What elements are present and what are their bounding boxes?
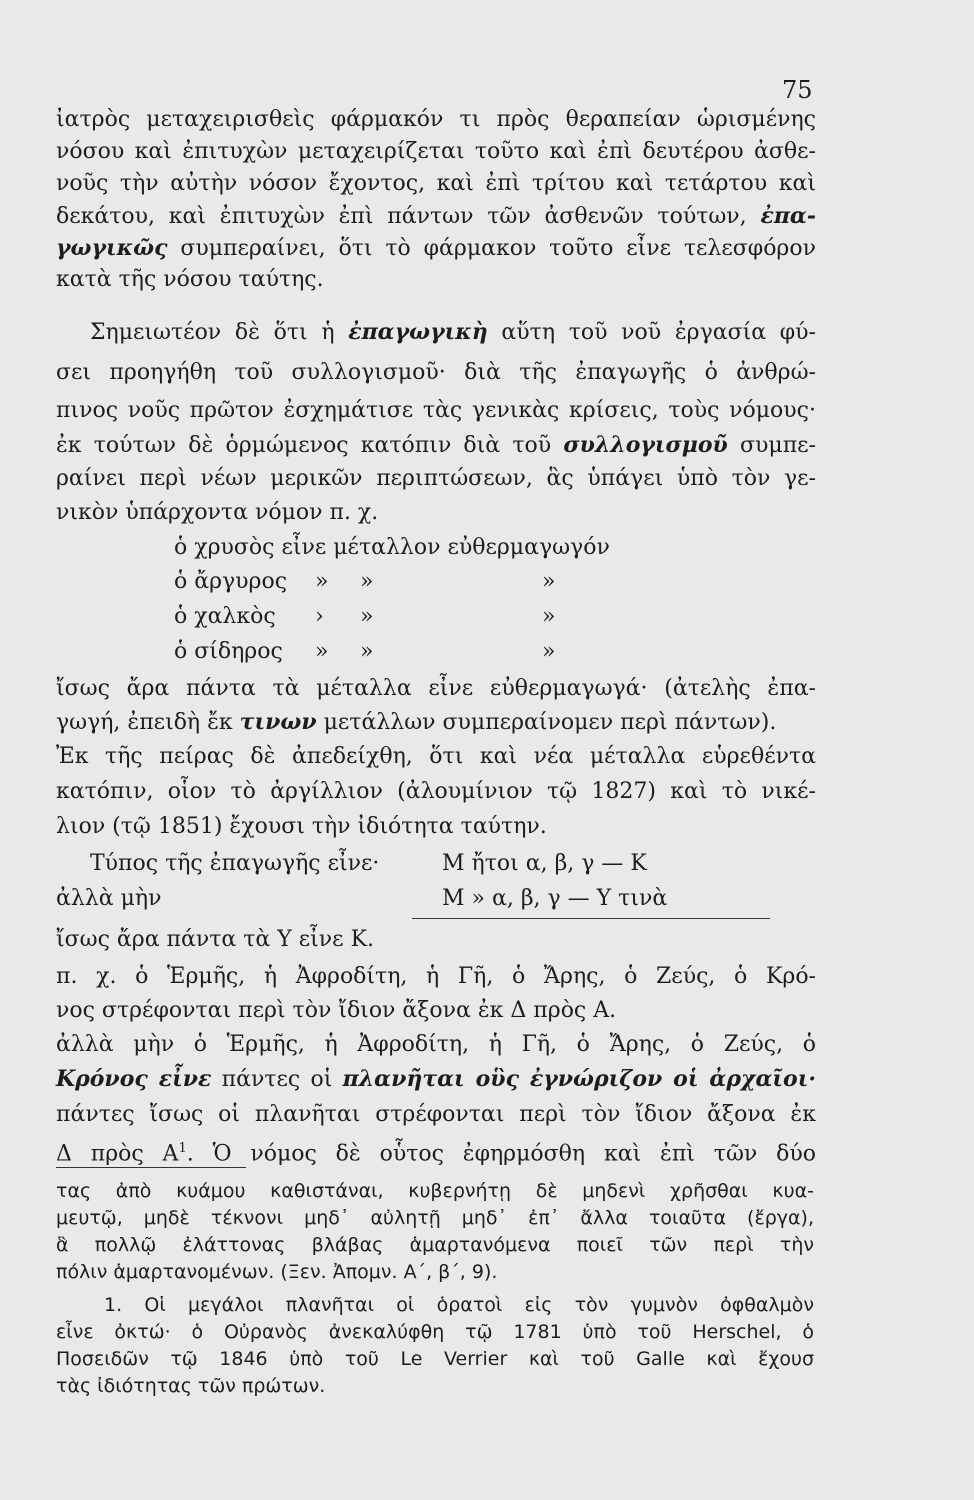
footnote-line: τας ἀπὸ κυάμου καθιστάναι, κυβερνήτῃ δὲ μηδενὶ χρῆσθαι κυα- [56, 1180, 814, 1202]
ditto-mark: » [315, 639, 329, 664]
emphasis-term: Κρόνος εἶνε [56, 1066, 212, 1092]
emphasis-term: ἐπα- [760, 203, 816, 229]
text-span: Δ πρὸς Α [56, 1141, 179, 1167]
text-line [56, 1134, 816, 1169]
text-line: κατόπιν, οἷον τὸ ἀργίλλιον (ἀλουμίνιον τῷ 1827) καὶ τὸ νικέ- [56, 779, 816, 804]
emphasis-term: ἐπαγωγικὴ [348, 319, 488, 345]
text-line [56, 233, 816, 264]
text-line: πινος νοῦς πρῶτον ἐσχημάτισε τὰς γενικὰς κρίσεις, τοὺς νόμους· [56, 398, 816, 423]
example-subject: ὁ χαλκὸς [174, 604, 276, 629]
footnote-line: μευτῷ, μηδὲ τέκνονι μηδ᾽ αὐλητῇ μηδ᾽ ἐπ᾽ ἄλλα τοιαῦτα (ἔργα), [56, 1207, 814, 1229]
text-span: Σημειωτέον δὲ ὅτι ἡ [90, 320, 349, 345]
ditto-mark: » [315, 569, 329, 594]
ditto-mark: » [542, 604, 556, 629]
text-line: νόσου καὶ ἐπιτυχὼν μεταχειρίζεται τοῦτο καὶ ἐπὶ δευτέρου ἀσθε- [56, 139, 816, 164]
footnote-line: εἶνε ὀκτώ· ὁ Οὐρανὸς ἀνεκαλύφθη τῷ 1781 ὑπὸ τοῦ Herschel, ὁ [56, 1321, 814, 1343]
emphasis-term: συλλογισμοῦ [563, 432, 728, 458]
text-span: δεκάτου, καὶ ἐπιτυχὼν ἐπὶ πάντων τῶν ἀσθενῶν τούτων, [56, 204, 747, 229]
text-line: ἴσως ἄρα πάντα τὰ μέταλλα εἶνε εὐθερμαγωγά· (ἀτελὴς ἐπα- [56, 676, 816, 701]
text-line: σει προηγήθη τοῦ συλλογισμοῦ· διὰ τῆς ἐπαγωγῆς ὁ ἀνθρώ- [56, 360, 816, 385]
text-line: λιον (τῷ 1851) ἔχουσι τὴν ἰδιότητα ταύτην. [56, 814, 547, 839]
text-span: ἐκ τούτων δὲ ὁρμώμενος κατόπιν διὰ τοῦ [56, 433, 564, 458]
footnote-separator [56, 1167, 246, 1168]
scheme-premise: Μ » α, β, γ — Υ τινὰ [442, 886, 668, 911]
ditto-mark: » [360, 604, 374, 629]
ditto-mark: » [542, 569, 556, 594]
text-line: Ἐκ τῆς πείρας δὲ ἀπεδείχθη, ὅτι καὶ νέα μέταλλα εὑρεθέντα [56, 744, 816, 769]
footnote-marker: 1 [178, 1141, 187, 1156]
text-line: ἀλλὰ μὴν ὁ Ἑρμῆς, ἡ Ἀφροδίτη, ἡ Γῆ, ὁ Ἄρης, ὁ Ζεύς, ὁ [56, 1032, 816, 1057]
page-number: 75 [782, 76, 813, 104]
footnote-line: ἃ πολλῷ ἐλάττονας βλάβας ἁμαρτανόμενα ποιεῖ τῶν περὶ τὴν [56, 1234, 814, 1256]
text-span: μετάλλων συμπεραίνομεν περὶ πάντων). [316, 710, 777, 735]
text-line: νοῦς τὴν αὐτὴν νόσον ἔχοντος, καὶ ἐπὶ τρίτου καὶ τετάρτου καὶ [56, 171, 816, 196]
scheme-premise-label: Τύπος τῆς ἐπαγωγῆς εἶνε· [90, 851, 380, 876]
footnote-line: τὰς ἰδιότητας τῶν πρώτων. [56, 1375, 326, 1397]
text-span: . Ὁ νόμος δὲ οὗτος ἐφηρμόσθη καὶ ἐπὶ τῶν δύο [186, 1141, 816, 1167]
footnote-line: 1. Οἱ μεγάλοι πλανῆται οἱ ὁρατοὶ εἰς τὸν γυμνὸν ὀφθαλμὸν [104, 1294, 814, 1316]
text-line [56, 201, 816, 232]
text-span: αὕτη τοῦ νοῦ ἐργασία φύ- [487, 320, 816, 345]
text-line: π. χ. ὁ Ἑρμῆς, ἡ Ἀφροδίτη, ἡ Γῆ, ὁ Ἄρης, ὁ Ζεύς, ὁ Κρό- [56, 964, 816, 989]
footnote-line: πόλιν ἁμαρτανομένων. (Ξεν. Ἀπομν. Α΄, β΄, 9). [56, 1261, 498, 1283]
example-subject: ὁ σίδηρος [174, 639, 283, 664]
text-span: πάντες οἱ [211, 1067, 343, 1092]
scheme-rule [412, 918, 770, 919]
scheme-premise: Μ ἤτοι α, β, γ — Κ [442, 851, 647, 876]
scheme-conclusion: ἴσως ἄρα πάντα τὰ Υ εἶνε Κ. [56, 927, 375, 952]
example-row: ὁ χρυσὸς εἶνε μέταλλον εὐθερμαγωγόν [174, 535, 610, 560]
emphasis-term: πλανῆται οὓς ἐγνώριζον οἱ ἀρχαῖοι· [342, 1066, 817, 1092]
text-line: νος στρέφονται περὶ τὸν ἴδιον ἄξονα ἐκ Δ πρὸς Α. [56, 998, 617, 1023]
text-line: ραίνει περὶ νέων μερικῶν περιπτώσεων, ἃς ὑπάγει ὑπὸ τὸν γε- [56, 466, 816, 491]
emphasis-term: γωγικῶς [56, 235, 168, 261]
text-line [90, 317, 816, 348]
text-span: συμπεραίνει, ὅτι τὸ φάρμακον τοῦτο εἶνε τελεσφόρον [167, 236, 816, 261]
text-line [56, 707, 816, 738]
text-span: γωγή, ἐπειδὴ ἔκ [56, 710, 240, 735]
scheme-premise-label: ἀλλὰ μὴν [56, 886, 162, 911]
text-span: συμπε- [727, 433, 816, 458]
ditto-mark: » [360, 639, 374, 664]
ditto-mark: » [360, 569, 374, 594]
text-line [56, 430, 816, 461]
footnote-line: Ποσειδῶν τῷ 1846 ὑπὸ τοῦ Le Verrier καὶ τοῦ Galle καὶ ἔχουσ [56, 1348, 814, 1370]
text-line: πάντες ἴσως οἱ πλανῆται στρέφονται περὶ τὸν ἴδιον ἄξονα ἐκ [56, 1102, 816, 1127]
text-line: κατὰ τῆς νόσου ταύτης. [56, 267, 324, 292]
example-subject: ὁ ἄργυρος [174, 569, 288, 594]
emphasis-term: τινων [239, 709, 317, 735]
ditto-mark: › [315, 604, 324, 629]
text-line [56, 1064, 816, 1095]
text-line: ἰατρὸς μεταχειρισθεὶς φάρμακόν τι πρὸς θεραπείαν ὡρισμένης [56, 107, 816, 132]
ditto-mark: » [542, 639, 556, 664]
text-line: νικὸν ὑπάρχοντα νόμον π. χ. [56, 500, 379, 525]
